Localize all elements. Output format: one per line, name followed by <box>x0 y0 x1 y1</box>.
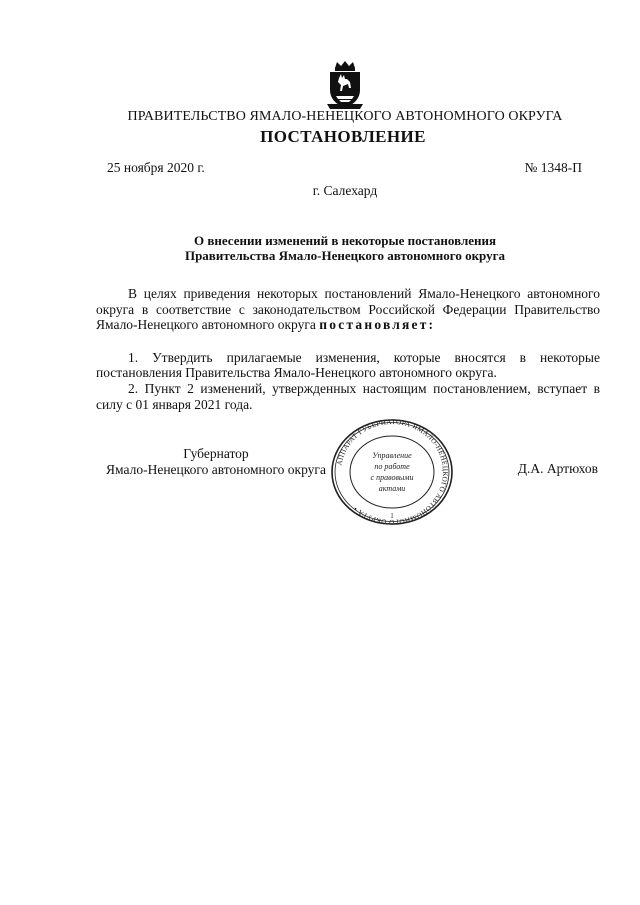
government-title: ПРАВИТЕЛЬСТВО ЯМАЛО-НЕНЕЦКОГО АВТОНОМНОГО ОКРУГА <box>127 109 563 124</box>
coat-of-arms-emblem <box>323 60 367 110</box>
document-number: № 1348-П <box>524 160 582 175</box>
resolves-keyword: постановляет: <box>319 317 436 333</box>
item-1-paragraph: 1. Утвердить прилагаемые изменения, которые вносятся в некоторые постановления Правительства Ямало-Ненецкого автономного округа. <box>96 349 600 381</box>
document-body <box>96 286 600 412</box>
stamp-center-line-3: с правовыми <box>370 473 414 482</box>
subject-line-2: Правительства Ямало-Ненецкого автономного округа <box>184 248 506 263</box>
document-date: 25 ноября 2020 г. <box>107 160 205 175</box>
document-subject <box>0 233 640 263</box>
stamp-number: 1 <box>390 512 394 520</box>
stamp-center-line-2: по работе <box>374 462 410 471</box>
official-stamp <box>330 418 454 526</box>
signatory-role <box>96 446 336 478</box>
subject-line-1: О внесении изменений в некоторые постановления <box>193 233 497 248</box>
stamp-ring-text: АППАРАТ ГУБЕРНАТОРА ЯМАЛО-НЕНЕЦКОГО АВТОНОМНОГО ОКРУГА • <box>335 418 450 526</box>
signatory-name: Д.А. Артюхов <box>517 461 598 476</box>
item-2-paragraph: 2. Пункт 2 изменений, утвержденных настоящим постановлением, вступает в силу с 01 января 2021 года. <box>96 380 600 412</box>
preamble-paragraph <box>96 286 600 333</box>
document-type-title: ПОСТАНОВЛЕНИЕ <box>260 127 426 146</box>
signatory-role-line-1: Губернатор <box>183 446 249 461</box>
preamble-text: В целях приведения некоторых постановлений Ямало-Ненецкого автономного округа в соответствие с законодательством Российской Федерации Правительство Ямало-Ненецкого автономного округа <box>96 286 600 333</box>
stamp-center-line-1: Управление <box>372 451 412 460</box>
document-city: г. Салехард <box>312 183 378 198</box>
stamp-center-line-4: актами <box>378 484 406 493</box>
signatory-role-line-2: Ямало-Ненецкого автономного округа <box>106 462 326 477</box>
svg-text:АППАРАТ ГУБЕРНАТОРА ЯМАЛО-НЕНЕ <box>335 418 449 526</box>
